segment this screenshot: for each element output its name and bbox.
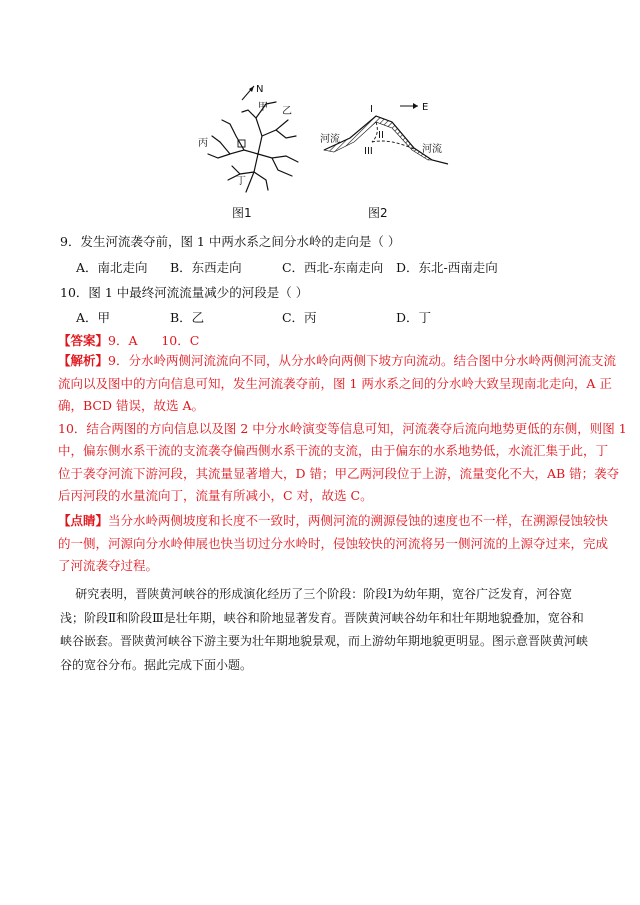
analysis-line-7: 后丙河段的水量流向丁，流量有所减小，C 对，故选 C。 — [58, 488, 373, 503]
intro-line-4: 谷的宽谷分布。据此完成下面小题。 — [60, 657, 253, 672]
tip-block — [58, 510, 609, 578]
q10-option-a: A．甲 — [76, 310, 111, 325]
question-10-stem: 10．图 1 中最终河流流量减少的河段是（ ） — [60, 285, 309, 300]
q9-option-a: A．南北走向 — [76, 260, 148, 275]
intro-line-3: 峡谷嵌套。晋陕黄河峡谷下游主要为壮年期地貌景观，而上游幼年期地貌更明显。图示意晋陕黄河峡 — [60, 634, 589, 648]
east-label: E — [422, 102, 429, 113]
analysis-line-1: 9．分水岭两侧河流流向不同，从分水岭向两侧下坡方向流动。结合图中分水岭两侧河流支流 — [108, 353, 616, 368]
q9-option-d: D．东北-西南走向 — [395, 260, 498, 275]
figure-1-river-network — [196, 84, 306, 196]
intro-passage — [60, 583, 592, 677]
label-jia: 甲 — [258, 102, 268, 113]
q9-option-c: C．西北-东南走向 — [281, 260, 384, 275]
analysis-line-6: 位于袭夺河流下游河段，其流量显著增大，D 错；甲乙两河段位于上游，流量变化不大，AB 错；袭夺 — [58, 465, 620, 481]
analysis-line-2: 流向以及图中的方向信息可知，发生河流袭夺前，图 1 两水系之间的分水岭大致呈现南北走向，A 正 — [58, 375, 612, 391]
stage-2-label: II — [378, 130, 384, 141]
figure-1-caption: 图1 — [232, 206, 252, 220]
north-label: N — [256, 84, 264, 95]
answer-tag: 【答案】 — [58, 333, 109, 348]
intro-line-2: 浅；阶段Ⅱ和阶段Ⅲ是壮年期，峡谷和阶地显著发育。晋陕黄河峡谷幼年和壮年期地貌叠加，宽谷和 — [60, 610, 584, 625]
stage-1-label: I — [370, 104, 373, 115]
figure-2-divide-profile — [320, 98, 450, 176]
analysis-line-3: 确，BCD 错误，故选 A。 — [58, 398, 204, 413]
analysis-line-5: 中，偏东侧水系干流的支流袭夺偏西侧水系干流的支流，由于偏东的水系地势低，水流汇集于此，丁 — [58, 443, 609, 458]
tip-line-2: 的一侧，河源向分水岭伸展也快当切过分水岭时，侵蚀较快的河流将另一侧河流的上源夺过来，完成 — [58, 535, 609, 551]
analysis-line-4: 10．结合两图的方向信息以及图 2 中分水岭演变等信息可知，河流袭夺后流向地势更低的东侧，则图 1 — [58, 420, 627, 436]
answer-line — [58, 331, 199, 349]
stage-3-label: III — [364, 146, 373, 157]
tip-tag: 【点睛】 — [58, 513, 109, 528]
river-left-label: 河流 — [320, 134, 340, 145]
analysis-tag: 【解析】 — [58, 353, 109, 368]
q10-option-c: C．丙 — [281, 310, 317, 325]
tip-line-1: 当分水岭两侧坡度和长度不一致时，两侧河流的溯源侵蚀的速度也不一样，在溯源侵蚀较快 — [108, 513, 609, 528]
intro-line-1: 研究表明，晋陕黄河峡谷的形成演化经历了三个阶段：阶段Ⅰ为幼年期，宽谷广泛发育，河谷宽 — [60, 587, 573, 601]
figure-area — [0, 84, 640, 224]
answer-text: 9．A 10．C — [108, 333, 200, 348]
figure-2-caption: 图2 — [368, 206, 388, 220]
question-9-stem: 9．发生河流袭夺前，图 1 中两水系之间分水岭的走向是（ ） — [60, 234, 401, 249]
q10-option-b: B．乙 — [169, 310, 205, 325]
river-right-label: 河流 — [422, 144, 442, 155]
analysis-block — [58, 350, 627, 508]
label-yi: 乙 — [282, 106, 292, 117]
q10-option-d: D．丁 — [395, 310, 431, 325]
label-bing: 丙 — [198, 138, 208, 149]
label-ding: 丁 — [236, 176, 246, 187]
tip-line-3: 了河流袭夺过程。 — [58, 558, 159, 573]
q9-option-b: B．东西走向 — [169, 260, 242, 275]
question-9-options — [76, 258, 498, 276]
question-10-options — [76, 308, 431, 326]
